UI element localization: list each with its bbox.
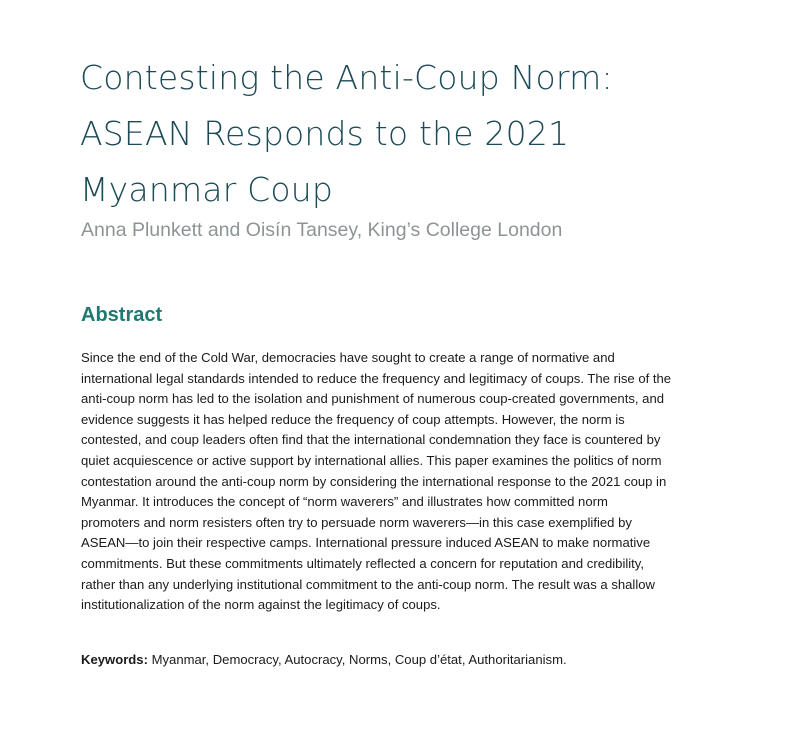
author-affiliation: Anna Plunkett and Oisín Tansey, King’s College London [81,219,563,241]
abstract-line: quiet acquiescence or active support by international allies. This paper examines the politics of norm [81,452,662,468]
abstract-line: promoters and norm resisters often try to persuade norm waverers—in this case exemplified by [81,514,632,530]
abstract-line: ASEAN—to join their respective camps. International pressure induced ASEAN to make normative [81,535,651,551]
keywords-label: Keywords: [81,652,148,667]
abstract-line: rather than any underlying institutional commitment to the anti-coup norm. The result was a shallow [81,576,655,592]
abstract-line: contested, and coup leaders often find that the international condemnation they face is countered by [81,432,661,448]
title-line: Myanmar Coup [80,170,334,209]
abstract-line: evidence suggests it has helped reduce the frequency of coup attempts. However, the norm is [81,411,625,427]
keywords [81,650,567,670]
title-line: ASEAN Responds to the 2021 [80,114,570,153]
abstract-line: anti-coup norm has led to the isolation and punishment of numerous coup-created governments, and [81,391,665,407]
title-line: Contesting the Anti-Coup Norm: [80,58,613,97]
abstract-line: Myanmar. It introduces the concept of “norm waverers” and illustrates how committed norm [81,494,608,510]
keywords-list: Myanmar, Democracy, Autocracy, Norms, Coup d’état, Authoritarianism. [147,652,567,667]
paper-title [80,50,740,218]
abstract-line: Since the end of the Cold War, democracies have sought to create a range of normative and [81,350,615,365]
abstract-line: commitments. But these commitments ultimately reflected a concern for reputation and credibility, [81,555,645,571]
abstract-line: contestation around the anti-coup norm by considering the international response to the 2021 coup in [81,473,667,489]
abstract-line: institutionalization of the norm against the legitimacy of coups. [81,597,441,613]
abstract-heading: Abstract [81,304,163,326]
abstract-body [81,348,761,616]
abstract-line: international legal standards intended to reduce the frequency and legitimacy of coups. The rise of the [81,370,672,386]
